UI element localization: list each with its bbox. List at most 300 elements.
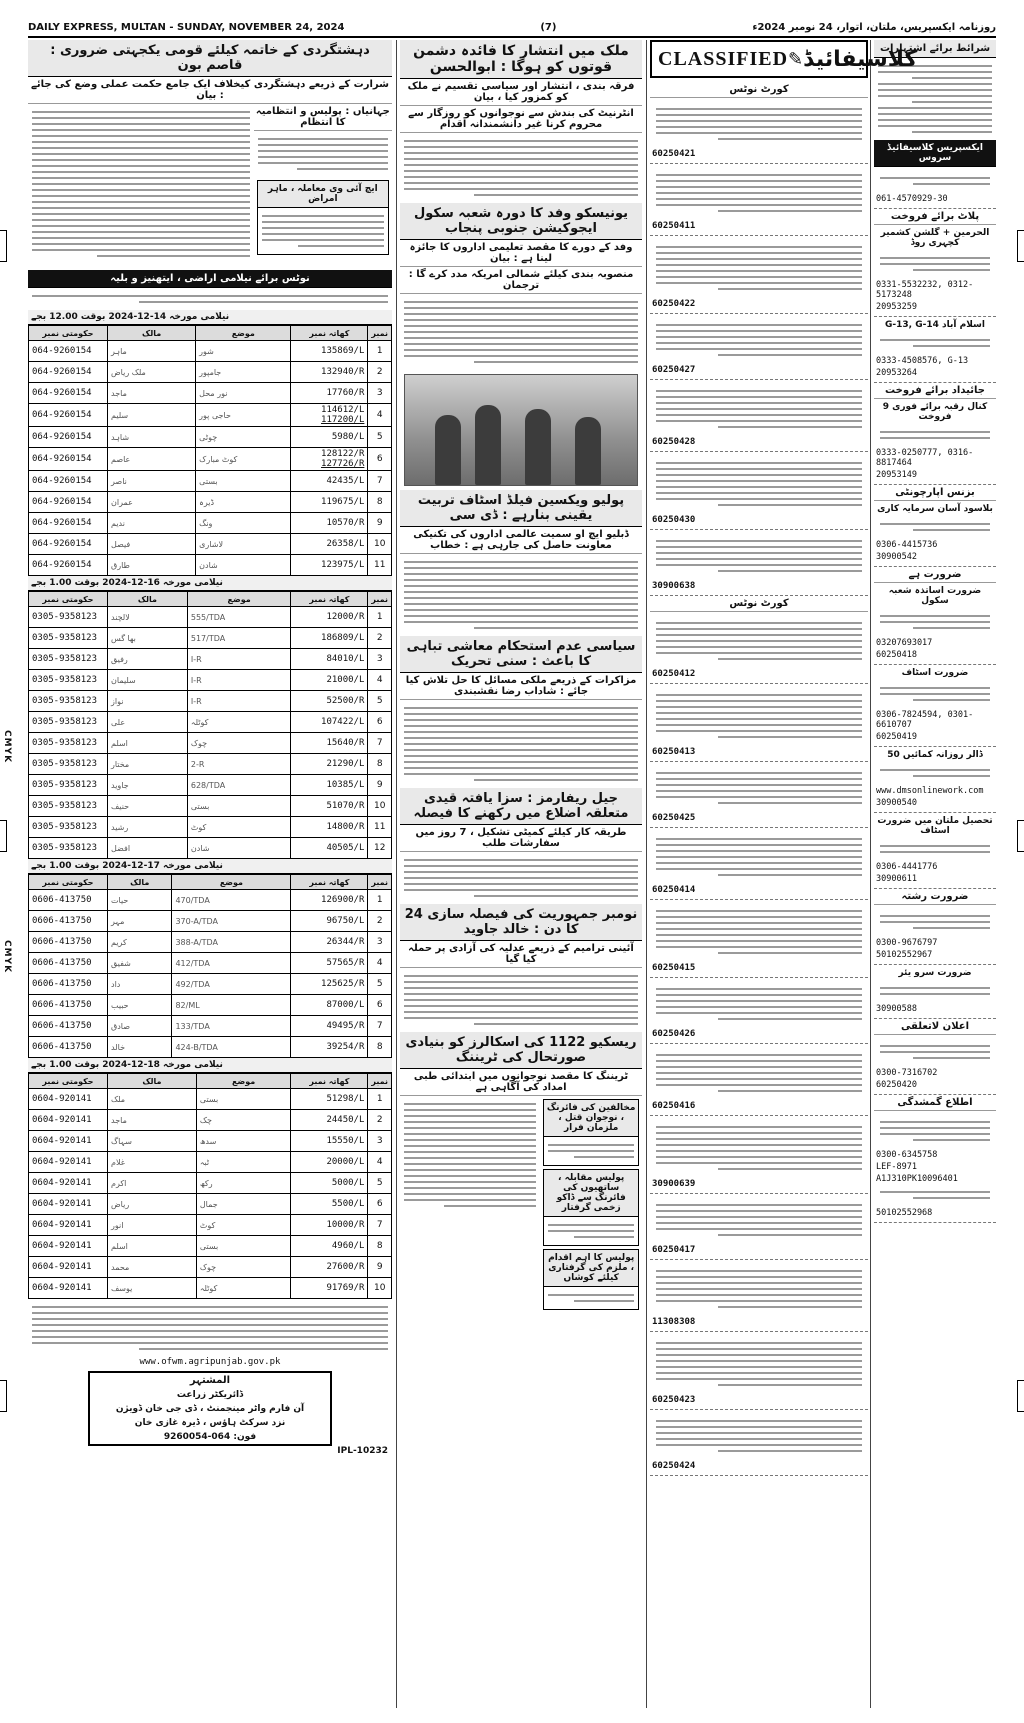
news-subheadline: آئینی ترامیم کے ذریعے عدلیہ کی آزادی پر حملہ کیا گیا <box>400 941 642 968</box>
cell-number: 1 <box>368 890 392 911</box>
cell-owner: سہاگ <box>108 1131 197 1152</box>
cell-area <box>291 974 368 995</box>
table-row <box>29 555 392 576</box>
table-row <box>29 932 392 953</box>
ad-code: 30900540 <box>876 798 917 808</box>
cell-owner: ناصر <box>108 471 196 492</box>
table-row <box>29 712 392 733</box>
table-row <box>29 1089 392 1110</box>
ad-code: 30900542 <box>876 552 917 562</box>
auction-section-title: نیلامی مورخہ 18-12-2024 بوقت 1.00 بجے <box>28 1058 392 1073</box>
cell-village: 370-A/TDA <box>172 911 291 932</box>
table-header: موضع <box>196 1074 291 1089</box>
table-header: نمبر <box>368 1074 392 1089</box>
cell-number: 9 <box>368 775 392 796</box>
cell-area <box>291 1016 368 1037</box>
cell-village: رکھ <box>196 1173 291 1194</box>
area-value: 26344/R <box>326 937 365 947</box>
area-value: 15550/L <box>326 1136 365 1146</box>
ad-code: 30900588 <box>876 1004 917 1014</box>
table-row <box>29 1257 392 1278</box>
auction-tables <box>28 310 392 1299</box>
auction-section-title: نیلامی مورخہ 17-12-2024 بوقت 1.00 بجے <box>28 859 392 874</box>
table-row <box>29 691 392 712</box>
table-row <box>29 492 392 513</box>
table-header: کھاتہ نمبر <box>291 326 368 341</box>
cell-village: ونگ <box>196 513 291 534</box>
area-value: 128122/R <box>321 449 365 459</box>
news-headline: ملک میں انتشار کا فائدہ دشمن قوتوں کو ہوگا : ابوالحسن <box>400 40 642 79</box>
cell-number: 4 <box>368 953 392 974</box>
cell-owner: مہر <box>108 911 172 932</box>
cell-phone: 064-9260154 <box>29 534 108 555</box>
cell-number: 8 <box>368 492 392 513</box>
ad-phone: 0306-4441776 <box>876 862 938 872</box>
table-header: نمبر <box>368 326 392 341</box>
table-row <box>29 1278 392 1299</box>
table-header: کھاتہ نمبر <box>291 592 368 607</box>
cell-phone: 0604-920141 <box>29 1089 108 1110</box>
cell-area <box>291 628 368 649</box>
ad-website[interactable]: www.dmsonlinework.com <box>876 786 984 796</box>
ad-title: بلاسود آسان سرمایہ کاری <box>877 504 993 514</box>
cell-area <box>291 492 368 513</box>
cell-area <box>291 1037 368 1058</box>
cell-area <box>291 1173 368 1194</box>
cell-number: 2 <box>368 362 392 383</box>
ad-code: 30900611 <box>876 874 917 884</box>
cell-owner: حیات <box>108 890 172 911</box>
cell-number: 6 <box>368 1194 392 1215</box>
news-box: پولیس کا اہم اقدام ، ملزم کی گرفتاری کیلئے کوشاں <box>544 1250 638 1287</box>
cell-area <box>291 995 368 1016</box>
table-row <box>29 911 392 932</box>
cell-phone: 0604-920141 <box>29 1257 108 1278</box>
cell-phone: 0604-920141 <box>29 1110 108 1131</box>
cell-number: 10 <box>368 1278 392 1299</box>
court-notice <box>650 1332 868 1410</box>
cell-number: 8 <box>368 754 392 775</box>
cell-phone: 0604-920141 <box>29 1131 108 1152</box>
cell-phone: 0604-920141 <box>29 1152 108 1173</box>
news-subheadline: انٹرنیٹ کی بندش سے نوجوانوں کو روزگار سے محروم کرنا غیر دانشمندانہ اقدام <box>400 106 642 133</box>
area-value: 14800/R <box>326 822 365 832</box>
classified-english: CLASSIFIED <box>658 47 789 70</box>
cell-number: 9 <box>368 513 392 534</box>
cell-village: بستی <box>196 1236 291 1257</box>
cell-phone: 0305-9358123 <box>29 754 108 775</box>
cell-number: 6 <box>368 448 392 471</box>
area-value: 5980/L <box>331 432 365 442</box>
court-notice <box>650 828 868 900</box>
cell-owner: بھا گس <box>108 628 188 649</box>
area-value: 96750/L <box>326 916 365 926</box>
cell-area <box>291 383 368 404</box>
cell-village: 555/TDA <box>187 607 291 628</box>
news-subheadline: ڈبلیو ایچ او سمیت عالمی اداروں کی تکنیکی معاونت حاصل کی جارہی ہے : خطاب <box>400 527 642 554</box>
cell-area <box>291 1278 368 1299</box>
area-value: 51070/R <box>326 801 365 811</box>
news-photo <box>404 374 638 486</box>
registration-mark <box>0 1380 7 1412</box>
cell-village: I-R <box>187 649 291 670</box>
area-value: 84010/L <box>326 654 365 664</box>
area-value: 40505/L <box>326 843 365 853</box>
cell-phone: 0606-413750 <box>29 890 108 911</box>
cell-village: بستی <box>187 796 291 817</box>
cell-number: 3 <box>368 1131 392 1152</box>
ad-title: الحرمین + گلشن کشمیر کچہری روڈ <box>880 228 990 248</box>
table-header: نمبر <box>368 875 392 890</box>
court-notice <box>650 1044 868 1116</box>
cell-owner: اکرم <box>108 1173 197 1194</box>
need-title: ضرورت ہے <box>874 567 996 583</box>
table-header: مالک <box>108 875 172 890</box>
ad-phone: 0300-9676797 <box>876 938 938 948</box>
cell-number: 8 <box>368 1037 392 1058</box>
cell-owner: ماہر <box>108 341 196 362</box>
cell-village: شور <box>196 341 291 362</box>
cell-number: 6 <box>368 995 392 1016</box>
disown-title: اعلان لاتعلقی <box>874 1019 996 1035</box>
cell-village: چوٹی <box>196 427 291 448</box>
cell-area <box>291 448 368 471</box>
cell-phone: 0604-920141 <box>29 1215 108 1236</box>
cell-number: 11 <box>368 555 392 576</box>
cell-number: 8 <box>368 1236 392 1257</box>
ad-title: ضرورت سرو یئر <box>898 968 972 978</box>
cell-phone: 0305-9358123 <box>29 691 108 712</box>
cell-owner: عمران <box>108 492 196 513</box>
cell-village: کوٹلہ <box>187 712 291 733</box>
cell-phone: 0606-413750 <box>29 995 108 1016</box>
auction-table <box>28 1073 392 1299</box>
notice-code: 60250411 <box>652 221 696 231</box>
cell-owner: طارق <box>108 555 196 576</box>
cell-owner: کریم <box>108 932 172 953</box>
ad-phone: 0331-5532232, 0312-5173248 <box>876 280 974 300</box>
cell-phone: 0606-413750 <box>29 953 108 974</box>
cell-owner: نواز <box>108 691 188 712</box>
cell-village: شادن <box>196 555 291 576</box>
ad-title: تحصیل ملتان میں ضرورت اسٹاف <box>877 816 993 836</box>
cell-phone: 0305-9358123 <box>29 712 108 733</box>
table-row <box>29 670 392 691</box>
cell-area <box>291 817 368 838</box>
notice-code: 60250414 <box>652 885 696 895</box>
cell-area <box>291 1131 368 1152</box>
cell-phone: 0305-9358123 <box>29 628 108 649</box>
table-header: موضع <box>196 326 291 341</box>
news-subheadline: طریقہ کار کیلئے کمیٹی تشکیل ، 7 روز میں سفارشات طلب <box>400 825 642 852</box>
area-value: 125625/R <box>321 979 365 989</box>
cell-owner: ملک ریاض <box>108 362 196 383</box>
ad-phone: 03207693017 <box>876 638 933 648</box>
court-notice <box>650 762 868 828</box>
court-notice <box>650 380 868 452</box>
cell-phone: 0606-413750 <box>29 932 108 953</box>
cell-number: 4 <box>368 1152 392 1173</box>
news-subheadline: فرقہ بندی ، انتشار اور سیاسی تقسیم نے ملک کو کمزور کیا ، بیان <box>400 79 642 106</box>
cell-area <box>291 404 368 427</box>
cell-number: 4 <box>368 670 392 691</box>
table-row <box>29 995 392 1016</box>
ad-phone: 0300-6345758 <box>876 1150 938 1160</box>
cell-owner: اسلم <box>108 733 188 754</box>
table-row <box>29 1173 392 1194</box>
area-value: 52500/R <box>326 696 365 706</box>
area-value: 51298/L <box>326 1094 365 1104</box>
cell-phone: 0604-920141 <box>29 1236 108 1257</box>
cell-owner: سلیمان <box>108 670 188 691</box>
cell-village: لاشاری <box>196 534 291 555</box>
table-row <box>29 628 392 649</box>
cell-area <box>291 1110 368 1131</box>
registration-mark <box>1017 230 1024 262</box>
cell-area <box>291 471 368 492</box>
area-value: 87000/L <box>326 1000 365 1010</box>
cell-village: کوٹ <box>196 1215 291 1236</box>
registration-mark <box>1017 820 1024 852</box>
table-row <box>29 953 392 974</box>
news-headline: 24 نومبر جمہوریت کی فیصلہ سازی کا دن : خالد جاوید <box>400 904 642 941</box>
court-notice <box>650 1260 868 1332</box>
area-value: 5000/L <box>331 1178 365 1188</box>
table-row <box>29 890 392 911</box>
tender-title: نوٹس برائے نیلامی اراضی ، ایتھنیز و بلیہ <box>28 270 392 288</box>
news-box: مخالفین کی فائرنگ ، نوجوان قتل ، ملزمان فرار <box>544 1100 638 1137</box>
cell-village: جامپور <box>196 362 291 383</box>
notice-list <box>650 98 868 1476</box>
news-subheadline: وفد کے دورے کا مقصد تعلیمی اداروں کا جائزہ لینا ہے : بیان <box>400 240 642 267</box>
cell-village: 424-B/TDA <box>172 1037 291 1058</box>
cell-number: 12 <box>368 838 392 859</box>
area-value: 12000/R <box>326 612 365 622</box>
registration-mark <box>0 820 7 852</box>
notice-code: 30900638 <box>652 581 696 591</box>
cell-number: 4 <box>368 404 392 427</box>
cell-phone: 064-9260154 <box>29 427 108 448</box>
table-row <box>29 1194 392 1215</box>
table-row <box>29 817 392 838</box>
cell-number: 2 <box>368 1110 392 1131</box>
table-row <box>29 974 392 995</box>
cell-village: شادن <box>187 838 291 859</box>
cell-owner: خالد <box>108 1037 172 1058</box>
court-notice <box>650 236 868 314</box>
cell-phone: 0604-920141 <box>29 1194 108 1215</box>
news-subheadline: شرارت کے ذریعے دہشتگردی کیخلاف ایک جامع حکمت عملی وضع کی جائے : بیان <box>28 77 392 104</box>
table-row <box>29 1110 392 1131</box>
cell-village: چوک <box>196 1257 291 1278</box>
ad-code: 60250418 <box>876 650 917 660</box>
cell-owner: یوسف <box>108 1278 197 1299</box>
auction-column <box>28 40 392 1708</box>
notice-code: 60250416 <box>652 1101 696 1111</box>
cell-phone: 064-9260154 <box>29 404 108 427</box>
cell-village: چوک <box>187 733 291 754</box>
cell-area <box>291 932 368 953</box>
notice-code: 60250428 <box>652 437 696 447</box>
ad-phone: 0300-7316702 <box>876 1068 938 1078</box>
cell-owner: ماجد <box>108 1110 197 1131</box>
cell-area <box>291 1236 368 1257</box>
cell-number: 10 <box>368 534 392 555</box>
cell-area <box>291 555 368 576</box>
cell-phone: 064-9260154 <box>29 513 108 534</box>
cell-owner: ماجد <box>108 383 196 404</box>
area-value: 119675/L <box>321 497 365 507</box>
cell-number: 1 <box>368 607 392 628</box>
area-value: 91769/R <box>326 1283 365 1293</box>
auction-table <box>28 325 392 576</box>
cell-village: 2-R <box>187 754 291 775</box>
ad-phone: 0306-4415736 <box>876 540 938 550</box>
cell-village: 82/ML <box>172 995 291 1016</box>
cell-number: 1 <box>368 1089 392 1110</box>
court-notice <box>650 1194 868 1260</box>
table-row <box>29 733 392 754</box>
table-row <box>29 607 392 628</box>
cell-number: 2 <box>368 628 392 649</box>
table-row <box>29 427 392 448</box>
table-header: موضع <box>187 592 291 607</box>
news-headline: سیاسی عدم استحکام معاشی تباہی کا باعث : سنی تحریک <box>400 636 642 673</box>
table-row <box>29 1037 392 1058</box>
notice-code: 11308308 <box>652 1317 696 1327</box>
table-row <box>29 1236 392 1257</box>
notice-code: 60250423 <box>652 1395 696 1405</box>
table-row <box>29 649 392 670</box>
table-row <box>29 796 392 817</box>
cell-number: 7 <box>368 1215 392 1236</box>
cell-phone: 064-9260154 <box>29 448 108 471</box>
signature-line: ڈائریکٹر زراعت <box>176 1390 244 1400</box>
cell-area <box>291 1257 368 1278</box>
court-notice <box>650 900 868 978</box>
cell-area <box>291 1215 368 1236</box>
area-value: 107422/L <box>321 717 365 727</box>
cell-village: سدھ <box>196 1131 291 1152</box>
table-header: کھاتہ نمبر <box>291 1074 368 1089</box>
cell-area <box>291 691 368 712</box>
ad-phone: 0333-0250777, 0316-8817464 <box>876 448 974 468</box>
court-notice <box>650 1116 868 1194</box>
cell-owner: ریاض <box>108 1194 197 1215</box>
auction-table <box>28 874 392 1058</box>
table-row <box>29 404 392 427</box>
cell-phone: 0305-9358123 <box>29 775 108 796</box>
table-header: مالک <box>108 326 196 341</box>
table-row <box>29 362 392 383</box>
notice-code: 60250426 <box>652 1029 696 1039</box>
court-notice-title: کورٹ نوٹس <box>650 596 868 612</box>
cell-area <box>291 890 368 911</box>
court-notice <box>650 1410 868 1476</box>
court-notice-title: کورٹ نوٹس <box>650 82 868 98</box>
court-notice <box>650 98 868 164</box>
plot-title: پلاٹ برائے فروخت <box>874 209 996 225</box>
notice-code: 60250424 <box>652 1461 696 1471</box>
masthead <box>28 18 996 38</box>
cell-village: I-R <box>187 670 291 691</box>
news-headline: جیل ریفارمز : سزا یافتہ قیدی متعلقہ اضلاع میں رکھنے کا فیصلہ <box>400 788 642 825</box>
cell-phone: 064-9260154 <box>29 341 108 362</box>
area-value: 10000/R <box>326 1220 365 1230</box>
area-value: 27600/R <box>326 1262 365 1272</box>
ad-rates-title: شرائط برائے اشتہارات <box>874 40 996 58</box>
cell-phone: 0305-9358123 <box>29 838 108 859</box>
table-header: نمبر <box>368 592 392 607</box>
cell-owner: فیصل <box>108 534 196 555</box>
cell-number: 7 <box>368 471 392 492</box>
cell-village: I-R <box>187 691 291 712</box>
signature-line: نزد سرکٹ ہاؤس ، ڈیرہ غازی خان <box>134 1418 286 1428</box>
cell-owner: محمد <box>108 1257 197 1278</box>
cell-phone: 064-9260154 <box>29 555 108 576</box>
area-value: 5500/L <box>331 1199 365 1209</box>
cell-number: 5 <box>368 427 392 448</box>
ad-phone: 0306-7824594, 0301-6610707 <box>876 710 974 730</box>
cell-area <box>291 953 368 974</box>
cell-owner: رفیق <box>108 649 188 670</box>
auction-table <box>28 591 392 859</box>
cell-number: 11 <box>368 817 392 838</box>
cell-village: کوٹ <box>187 817 291 838</box>
area-value: 20000/L <box>326 1157 365 1167</box>
court-notice <box>650 530 868 596</box>
cell-village: 517/TDA <box>187 628 291 649</box>
website-link[interactable]: www.ofwm.agripunjab.gov.pk <box>139 1357 281 1367</box>
cell-number: 7 <box>368 1016 392 1037</box>
ipl-code: IPL-10232 <box>337 1446 388 1456</box>
cell-area <box>291 649 368 670</box>
table-row <box>29 1215 392 1236</box>
cell-phone: 0305-9358123 <box>29 649 108 670</box>
signature-phone: فون: 064-9260054 <box>163 1432 257 1442</box>
ad-phone: 0333-4508576, G-13 <box>876 356 969 366</box>
area-value: 126900/R <box>321 895 365 905</box>
cell-area <box>291 838 368 859</box>
cell-owner: ملک <box>108 1089 197 1110</box>
cell-owner: شفیق <box>108 953 172 974</box>
cell-phone: 0604-920141 <box>29 1278 108 1299</box>
table-header: حکومتی نمبر <box>29 592 108 607</box>
cell-phone: 0305-9358123 <box>29 607 108 628</box>
cell-phone: 0606-413750 <box>29 911 108 932</box>
cell-area <box>291 1089 368 1110</box>
notice-code: 30900639 <box>652 1179 696 1189</box>
cell-village: 628/TDA <box>187 775 291 796</box>
cell-owner: عاصم <box>108 448 196 471</box>
cell-area <box>291 1152 368 1173</box>
cell-number: 3 <box>368 932 392 953</box>
classified-ads-column <box>874 40 996 1708</box>
cell-village: 492/TDA <box>172 974 291 995</box>
cell-number: 6 <box>368 712 392 733</box>
cell-owner: اسلم <box>108 1236 197 1257</box>
news-headline: پولیو ویکسین فیلڈ اسٹاف تربیت یقینی بنارہے : ڈی سی <box>400 490 642 527</box>
table-header: مالک <box>108 592 188 607</box>
table-header: کھاتہ نمبر <box>291 875 368 890</box>
area-value: 132940/R <box>321 367 365 377</box>
pen-icon: ✎ <box>788 48 804 70</box>
cell-village: جمال <box>196 1194 291 1215</box>
masthead-left: DAILY EXPRESS, MULTAN - SUNDAY, NOVEMBER 24, 2024 <box>28 21 345 33</box>
ad-code: 50102552967 <box>876 950 933 960</box>
cell-phone: 064-9260154 <box>29 362 108 383</box>
cell-phone: 0305-9358123 <box>29 733 108 754</box>
